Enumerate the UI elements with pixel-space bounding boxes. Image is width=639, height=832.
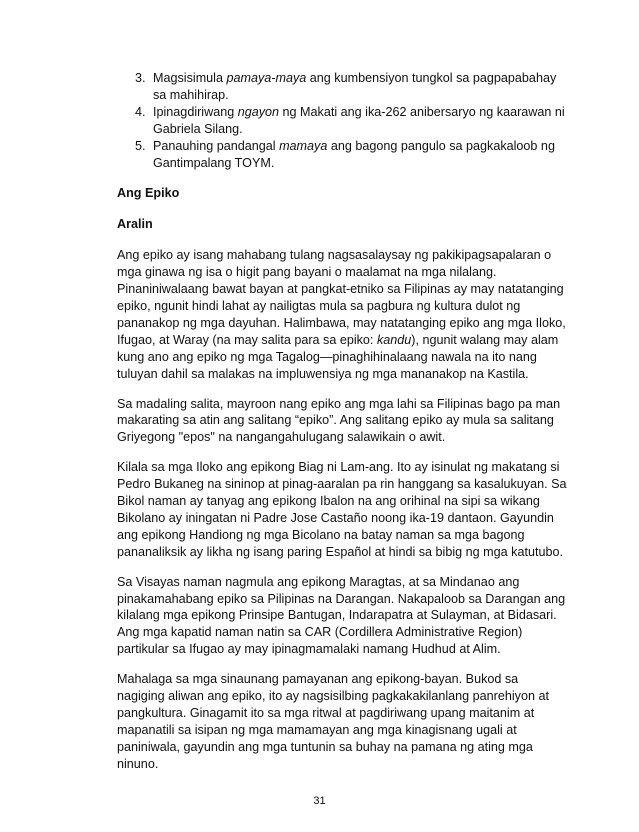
paragraph-definition <box>117 247 567 382</box>
list-item <box>117 70 567 104</box>
section-heading: Ang Epiko <box>117 186 180 201</box>
paragraph-visayas-mindanao: Sa Visayas naman nagmula ang epikong Maragtas, at sa Mindanao ang pinakamahabang epiko sa Pilipinas na Darangan. Nakapaloob sa Darangan ang kilalang mga epikong Prinsipe Bantugan, Indarapatra at Sulayman, at Bidasari. Ang mga kapatid naman natin sa CAR (Cordillera Administrative Region) partikular sa Ifugao ay may ipinagmamalaki namang Hudhud at Alim. <box>117 574 566 657</box>
paragraph-importance: Mahalaga sa mga sinaunang pamayanan ang epikong-bayan. Bukod sa nagiging aliwan ang epiko, ito ay nagsisilbing pagkakakilanlang panrehiyon at pangkultura. Ginagamit ito sa mga ritwal at pagdiriwang upang maitanim at mapanatili sa isipan ng mga mamamayan ang mga kinagisnang ugali at paniniwala, gayundin ang mga tuntunin sa buhay na pamana ng ating mga ninuno. <box>117 672 549 771</box>
list-item-number: 3. <box>135 71 146 85</box>
list-item-text: Magsisimula <box>153 71 227 85</box>
list-item-text: ang kumbensiyon tungkol sa pagpapabahay sa mahihirap. <box>153 71 557 102</box>
list-item-text: Ipinagdiriwang <box>153 104 238 119</box>
numbered-list <box>117 70 567 171</box>
paragraph-text: ), ngunit walang may alam kung ano ang epiko ng mga Tagalog—pinaghihinalaang nawala na ito nang tuluyan dahil sa malakas na impluwensiya ng mga mananakop na Kastila. <box>117 332 559 381</box>
list-item-text: ng Makati ang ika-262 anibersaryo ng kaarawan ni Gabriela Silang. <box>153 104 565 136</box>
list-item-emphasis: pamaya-maya <box>226 71 307 85</box>
paragraph-iloko-bikol: Kilala sa mga Iloko ang epikong Biag ni Lam-ang. Ito ay isinulat ng makatang si Pedro Bukaneg na sininop at pinag-aaralan pa rin hanggang sa kasalukuyan. Sa Bikol naman ay tanyag ang epikong Ibalon na ang orihinal na sipi sa wikang Bikolano ay iningatan ni Padre Jose Castaño noong ika-19 dantaon. Gayundin ang epikong Handiong ng mga Bicolano na batay naman sa mga bagong pananaliksik ay likha ng isang paring Español at hindi sa bibig ng mga katutubo. <box>117 460 567 559</box>
list-item-emphasis: mamaya <box>279 138 328 153</box>
list-item <box>117 138 567 172</box>
page-number: 31 <box>313 795 326 807</box>
list-item-number: 4. <box>135 104 146 119</box>
page-content <box>117 70 567 786</box>
list-item-number: 5. <box>135 138 146 153</box>
paragraph-emphasis: kandu <box>376 332 412 347</box>
list-item-text: ang bagong pangulo sa pagkakaloob ng Gantimpalang TOYM. <box>153 138 555 170</box>
subsection-heading: Aralin <box>117 217 153 232</box>
list-item <box>117 104 567 138</box>
list-item-text: Panauhing pandangal <box>153 138 280 153</box>
paragraph-etymology: Sa madaling salita, mayroon nang epiko ang mga lahi sa Filipinas bago pa man makarating sa atin ang salitang “epiko”. Ang salitang epiko ay mula sa salitang Griyegong "epos" na nangangahulugang salawikain o awit. <box>117 396 561 445</box>
paragraph-text: Ang epiko ay isang mahabang tulang nagsasalaysay ng pakikipagsapalaran o mga ginawa ng isa o higit pang bayani o maalamat na mga nilalang. Pinaniniwalaang bawat bayan at pangkat-etniko sa Filipinas ay may natatanging epiko, ngunit hindi lahat ay nailigtas mula sa pagbura ng kultura dulot ng pananakop ng mga dayuhan. Halimbawa, may natatanging epiko ang mga Iloko, Ifugao, at Waray (na may salita para sa epiko: <box>117 248 566 347</box>
list-item-emphasis: ngayon <box>237 104 280 119</box>
